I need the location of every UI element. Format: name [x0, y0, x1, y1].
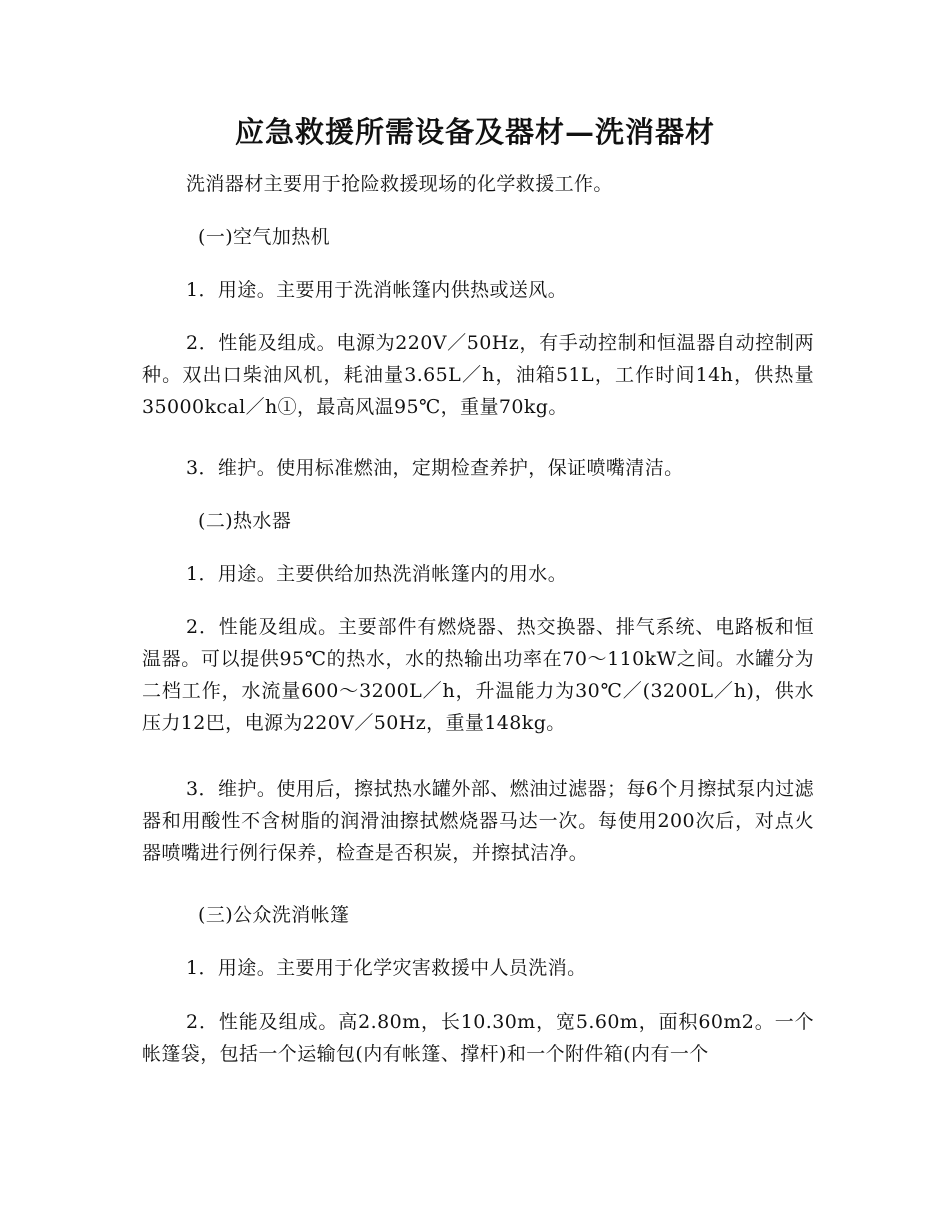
- air-heater-maintenance-paragraph: 3．维护。使用标准燃油，定期检查养护，保证喷嘴清洁。: [186, 457, 684, 479]
- water-heater-usage-paragraph: 1．用途。主要供给加热洗消帐篷内的用水。: [186, 563, 568, 585]
- water-heater-specs-paragraph: 2．性能及组成。主要部件有燃烧器、热交换器、排气系统、电路板和恒温器。可以提供95℃的热水，水的热输出功率在70～110kW之间。水罐分为二档工作，水流量600～3200L／h，升温能力为30℃／(3200L／h)，供水压力12巴，电源为220V／50Hz，重量148kg。: [142, 616, 814, 734]
- intro-paragraph: 洗消器材主要用于抢险救援现场的化学救援工作。: [186, 173, 613, 195]
- section-heading-water-heater: (二)热水器: [198, 510, 292, 532]
- air-heater-specs-paragraph: 2．性能及组成。电源为220V／50Hz，有手动控制和恒温器自动控制两种。双出口柴油风机，耗油量3.65L／h，油箱51L，工作时间14h，供热量35000kcal／h①，最高风温95℃，重量70kg。: [142, 332, 814, 418]
- water-heater-maintenance-paragraph: 3．维护。使用后，擦拭热水罐外部、燃油过滤器；每6个月擦拭泵内过滤器和用酸性不含树脂的润滑油擦拭燃烧器马达一次。每使用200次后，对点火器喷嘴进行例行保养，检查是否积炭，并擦拭洁净。: [142, 778, 814, 864]
- document-title: 应急救援所需设备及器材—洗消器材: [234, 115, 715, 149]
- public-tent-usage-paragraph: 1．用途。主要用于化学灾害救援中人员洗消。: [186, 957, 587, 979]
- section-heading-public-tent: (三)公众洗消帐篷: [198, 904, 350, 926]
- public-tent-specs-paragraph: 2．性能及组成。高2.80m，长10.30m，宽5.60m，面积60m2。一个帐篷袋，包括一个运输包(内有帐篷、撑杆)和一个附件箱(内有一个: [142, 1011, 814, 1065]
- air-heater-usage-paragraph: 1．用途。主要用于洗消帐篷内供热或送风。: [186, 279, 568, 301]
- section-heading-air-heater: (一)空气加热机: [198, 226, 331, 248]
